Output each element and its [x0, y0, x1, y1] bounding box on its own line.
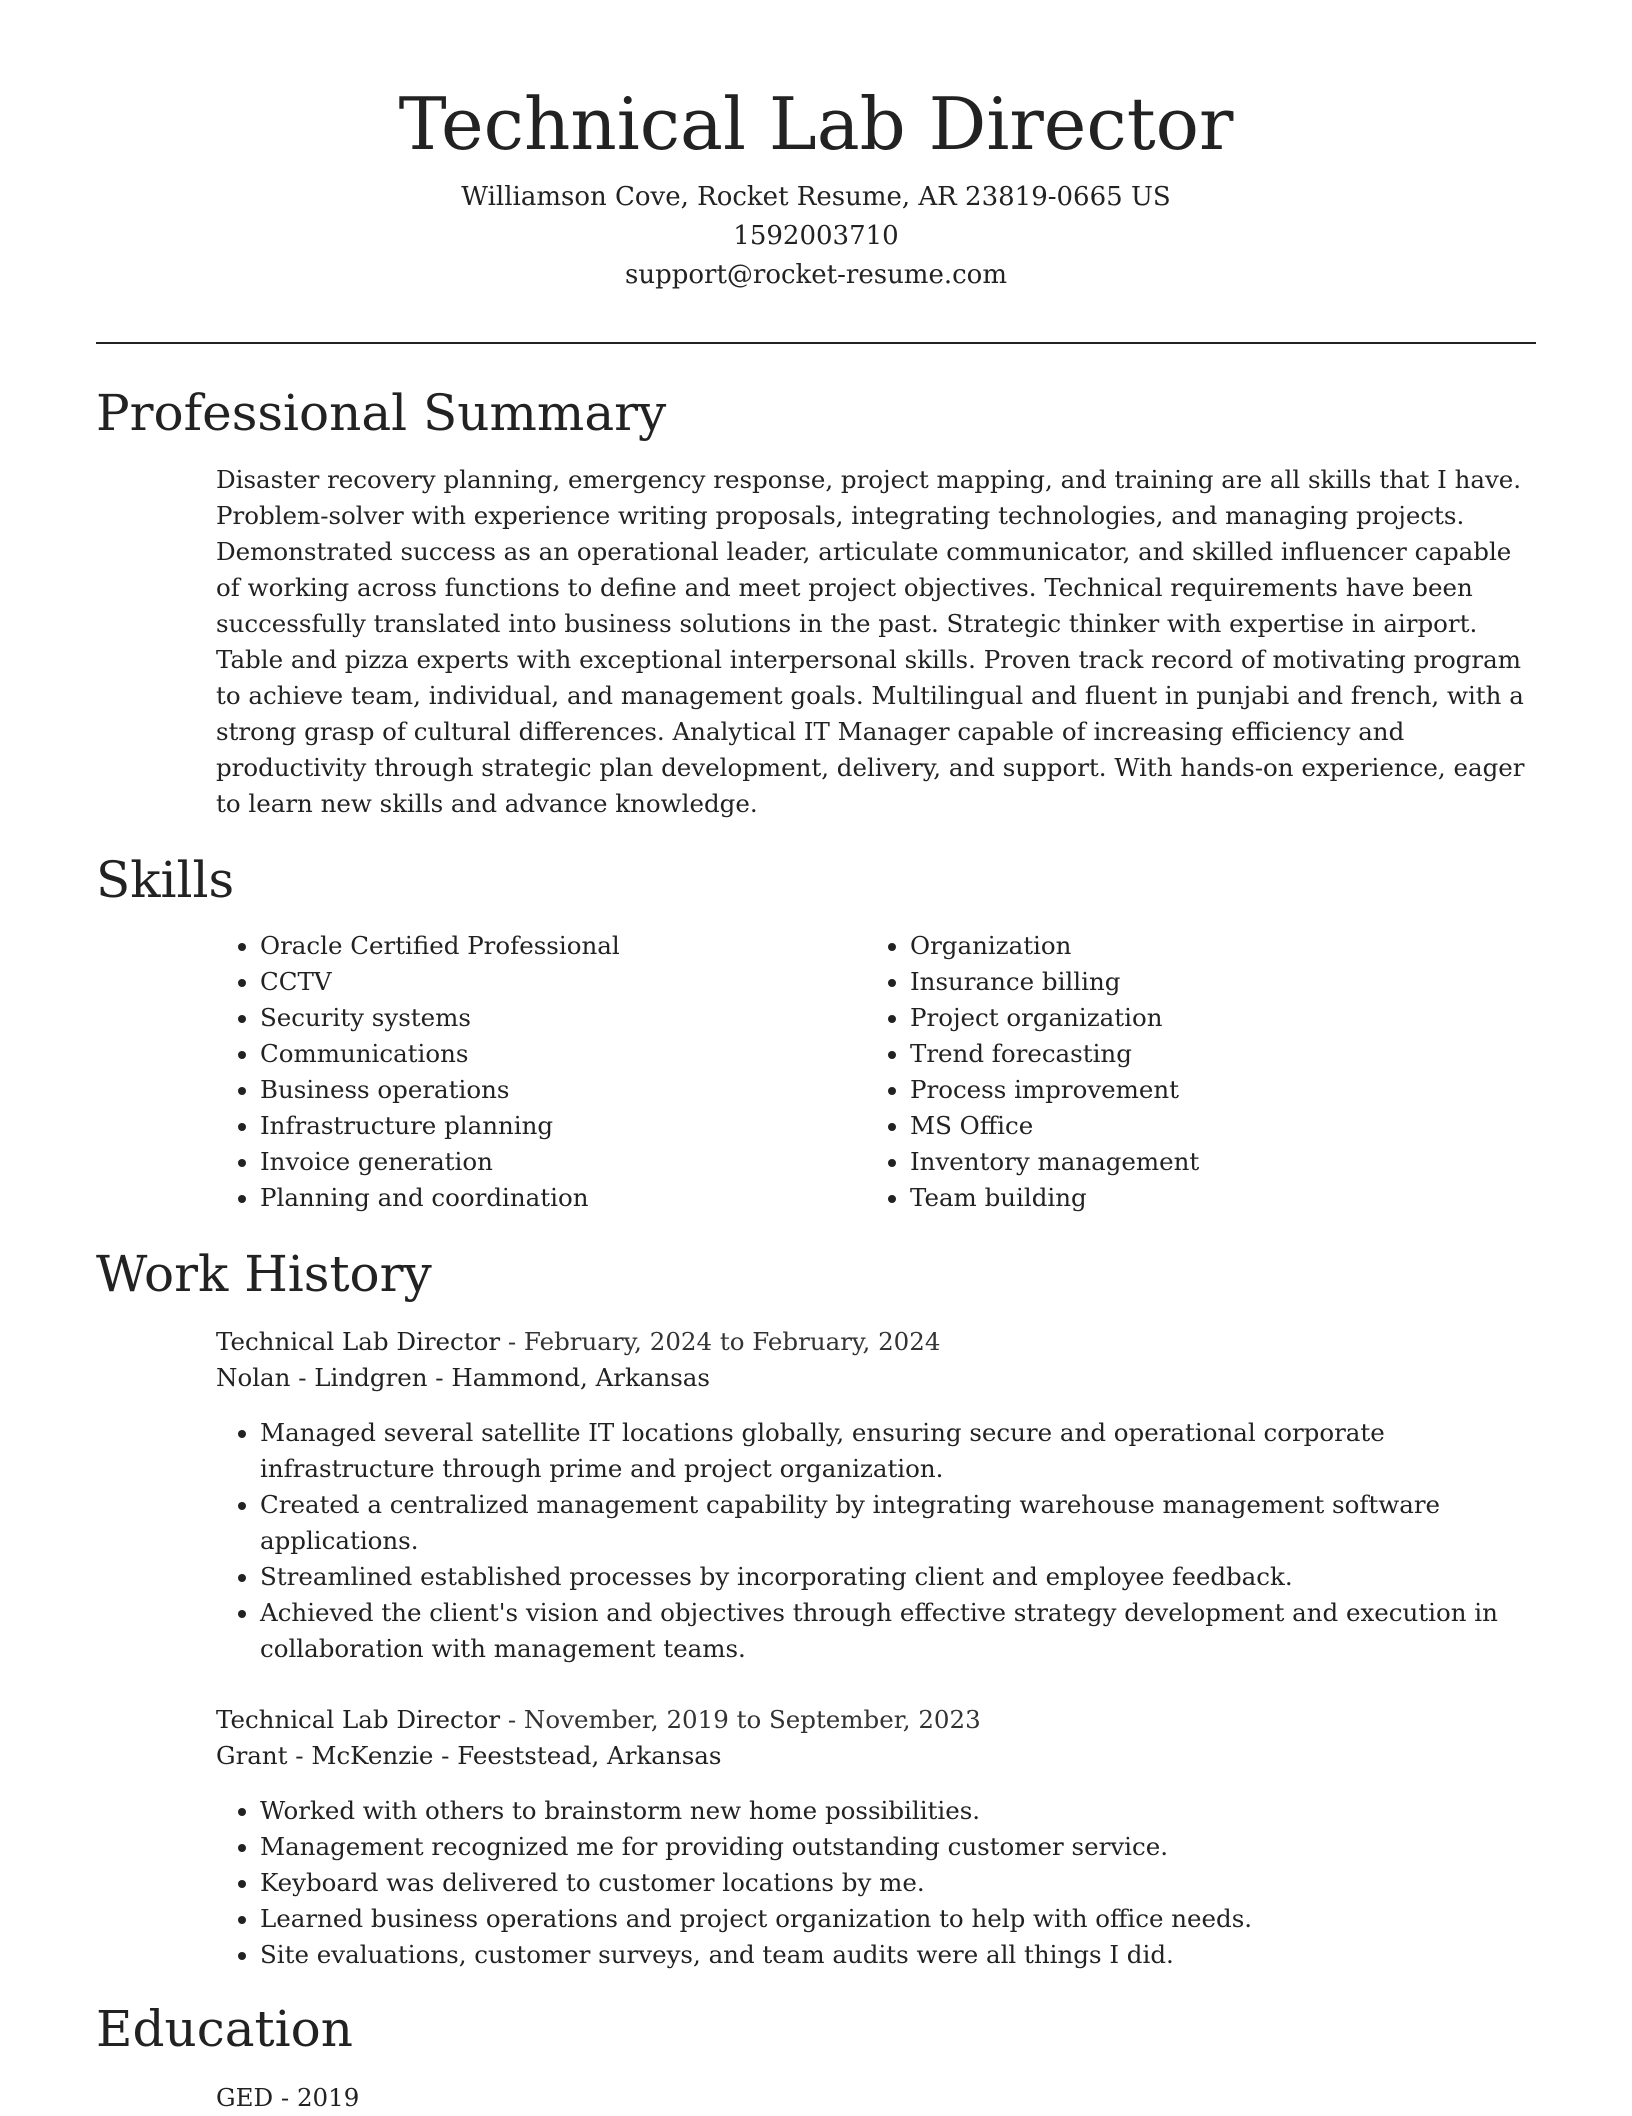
skills-section: [216, 928, 1536, 1216]
job-title-line: [216, 1324, 1536, 1360]
job-bullet: • Management recognized me for providing outstanding customer service.: [260, 1829, 1536, 1865]
skill-item: • Business operations: [260, 1072, 866, 1108]
skill-item: • Project organization: [910, 1000, 1516, 1036]
job-title: Technical Lab Director: [216, 1327, 501, 1356]
job-dates: - November, 2019 to September, 2023: [500, 1705, 981, 1734]
skill-item: • Process improvement: [910, 1072, 1516, 1108]
job-entry: [216, 1702, 1536, 1973]
skill-item: • Communications: [260, 1036, 866, 1072]
summary-text: Disaster recovery planning, emergency response, project mapping, and training are all skills that I have. Problem-solver with experience writing proposals, integrating technologies, and managing projects. Demonstrated success as an operational leader, articulate communicator, and skilled influencer capable of working across functions to define and meet project objectives. Technical requirements have been successfully translated into business solutions in the past. Strategic thinker with expertise in airport. Table and pizza experts with exceptional interpersonal skills. Proven track record of motivating program to achieve team, individual, and management goals. Multilingual and fluent in punjabi and french, with a strong grasp of cultural differences. Analytical IT Manager capable of increasing efficiency and productivity through strategic plan development, delivery, and support. With hands-on experience, eager to learn new skills and advance knowledge.: [216, 465, 1525, 818]
job-bullets: [216, 1415, 1536, 1667]
skills-heading: Skills: [96, 851, 235, 909]
job-bullet: • Managed several satellite IT locations globally, ensuring secure and operational corporate infrastructure through prime and project organization.: [260, 1415, 1536, 1487]
job-company: Grant - McKenzie - Feeststead, Arkansas: [216, 1741, 722, 1770]
skill-item: • MS Office: [910, 1108, 1516, 1144]
education-section: [216, 2080, 1536, 2116]
job-bullet: • Worked with others to brainstorm new home possibilities.: [260, 1793, 1536, 1829]
skill-item: • CCTV: [260, 964, 866, 1000]
skill-item: • Inventory management: [910, 1144, 1516, 1180]
education-heading: Education: [96, 2000, 353, 2058]
header-divider: [96, 342, 1536, 344]
contact-phone: 1592003710: [733, 221, 899, 251]
skill-item: • Team building: [910, 1180, 1516, 1216]
work-history-heading: Work History: [96, 1245, 432, 1303]
contact-address: Williamson Cove, Rocket Resume, AR 23819-0665 US: [461, 182, 1171, 212]
job-bullet: • Site evaluations, customer surveys, and team audits were all things I did.: [260, 1937, 1536, 1973]
skills-column-right: [866, 928, 1516, 1216]
skill-item: • Invoice generation: [260, 1144, 866, 1180]
skill-item: • Trend forecasting: [910, 1036, 1516, 1072]
skill-item: • Infrastructure planning: [260, 1108, 866, 1144]
skill-item: • Oracle Certified Professional: [260, 928, 866, 964]
job-company: Nolan - Lindgren - Hammond, Arkansas: [216, 1363, 710, 1392]
contact-email: support@rocket-resume.com: [624, 260, 1007, 290]
job-entry: [216, 1324, 1536, 1667]
skills-column-left: [216, 928, 866, 1216]
job-bullet: • Created a centralized management capability by integrating warehouse management software applications.: [260, 1487, 1536, 1559]
job-title-line: [216, 1702, 1536, 1738]
candidate-name: Technical Lab Director: [398, 82, 1234, 166]
skill-item: • Planning and coordination: [260, 1180, 866, 1216]
job-bullet: • Keyboard was delivered to customer locations by me.: [260, 1865, 1536, 1901]
summary-section: [216, 462, 1536, 822]
skill-item: • Insurance billing: [910, 964, 1516, 1000]
skill-item: • Organization: [910, 928, 1516, 964]
resume-header: [96, 80, 1536, 295]
education-entry: GED - 2019: [216, 2083, 360, 2112]
job-dates: - February, 2024 to February, 2024: [500, 1327, 941, 1356]
job-bullet: • Achieved the client's vision and objectives through effective strategy development and execution in collaboration with management teams.: [260, 1595, 1536, 1667]
job-title: Technical Lab Director: [216, 1705, 501, 1734]
job-bullets: [216, 1793, 1536, 1973]
summary-heading: Professional Summary: [96, 384, 667, 442]
job-bullet: • Learned business operations and project organization to help with office needs.: [260, 1901, 1536, 1937]
job-bullet: • Streamlined established processes by incorporating client and employee feedback.: [260, 1559, 1536, 1595]
skill-item: • Security systems: [260, 1000, 866, 1036]
